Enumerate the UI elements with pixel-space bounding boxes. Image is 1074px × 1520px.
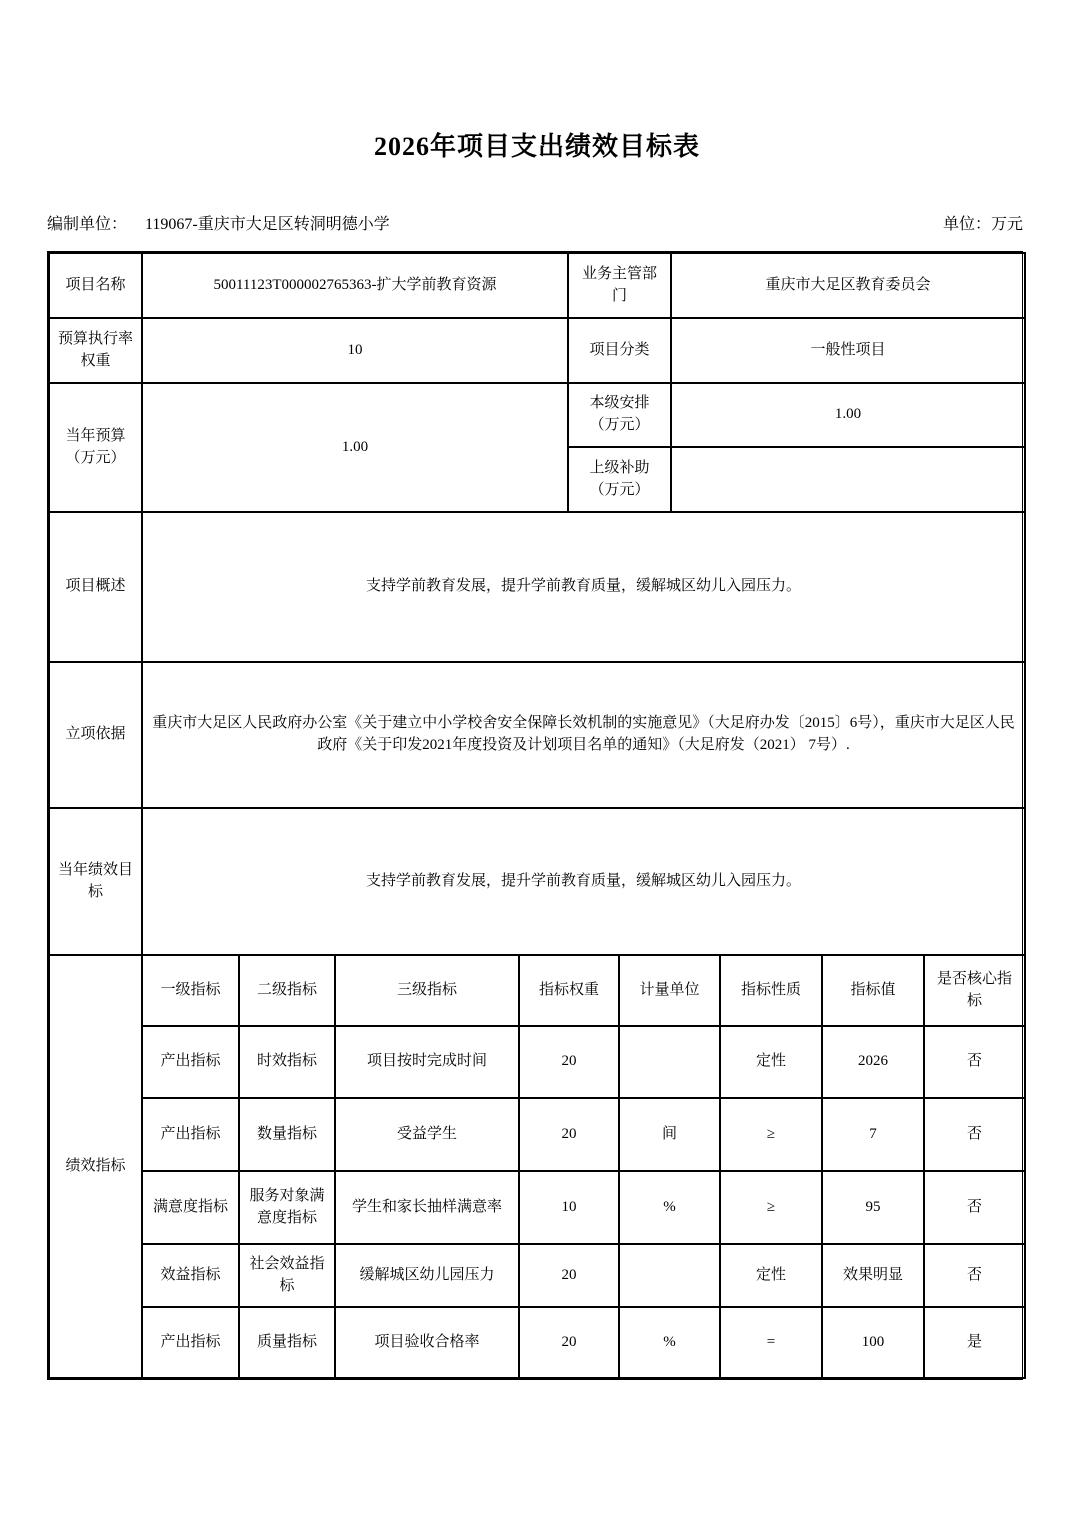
form-table xyxy=(47,251,1023,1380)
indicator-cell: % xyxy=(619,1171,720,1244)
table-row xyxy=(49,662,1025,808)
indicator-cell: 否 xyxy=(924,1244,1025,1307)
indicator-cell: 时效指标 xyxy=(239,1026,335,1098)
prepared-by-label: 编制单位： xyxy=(47,216,128,233)
annual-budget-label-cell: 当年预算（万元） xyxy=(49,383,142,512)
indicator-cell: 2026 xyxy=(822,1026,924,1098)
annual-goal-label-cell: 当年绩效目标 xyxy=(49,808,142,955)
indicator-cell: 产出指标 xyxy=(142,1026,239,1098)
indicator-cell: 质量指标 xyxy=(239,1307,335,1378)
budget-rate-value-cell: 10 xyxy=(142,318,568,383)
indicator-cell: 95 xyxy=(822,1171,924,1244)
basis-value-cell: 重庆市大足区人民政府办公室《关于建立中小学校舍安全保障长效机制的实施意见》（大足府办发〔2015〕6号），重庆市大足区人民政府《关于印发2021年度投资及计划项目名单的通知》（大足府发（2021） 7号）. xyxy=(142,662,1025,808)
indicator-row xyxy=(49,1171,1025,1244)
indicator-cell xyxy=(619,1026,720,1098)
indicator-cell: 效益指标 xyxy=(142,1244,239,1307)
indicator-cell: ≥ xyxy=(720,1171,822,1244)
project-name-value-cell: 50011123T000002765363-扩大学前教育资源 xyxy=(142,253,568,318)
indicator-cell: ≥ xyxy=(720,1098,822,1171)
indicator-cell: 否 xyxy=(924,1171,1025,1244)
dept-label-cell: 业务主管部门 xyxy=(568,253,671,318)
indicator-cell xyxy=(619,1244,720,1307)
indicator-cell: 否 xyxy=(924,1026,1025,1098)
indicator-header-cell: 指标值 xyxy=(822,956,924,1026)
indicator-cell: 社会效益指标 xyxy=(239,1244,335,1307)
dept-value-cell: 重庆市大足区教育委员会 xyxy=(671,253,1025,318)
indicator-cell: 间 xyxy=(619,1098,720,1171)
page-title: 2026年项目支出绩效目标表 xyxy=(373,132,700,161)
indicator-cell: 满意度指标 xyxy=(142,1171,239,1244)
indicator-header-cell: 指标性质 xyxy=(720,956,822,1026)
superior-subsidy-value-cell xyxy=(671,447,1025,512)
indicator-section-label-cell: 绩效指标 xyxy=(49,956,142,1378)
indicator-header-cell: 指标权重 xyxy=(519,956,619,1026)
meta-row xyxy=(47,211,1023,234)
indicator-cell: 产出指标 xyxy=(142,1307,239,1378)
indicator-header-cell: 计量单位 xyxy=(619,956,720,1026)
indicator-cell: = xyxy=(720,1307,822,1378)
indicator-cell: 项目按时完成时间 xyxy=(335,1026,519,1098)
indicator-cell: 7 xyxy=(822,1098,924,1171)
indicator-row xyxy=(49,1098,1025,1171)
unit-note: 单位：万元 xyxy=(942,216,1023,233)
table-row xyxy=(49,512,1025,662)
indicator-row xyxy=(49,1244,1025,1307)
indicator-cell: % xyxy=(619,1307,720,1378)
annual-goal-value-cell: 支持学前教育发展，提升学前教育质量，缓解城区幼儿入园压力。 xyxy=(142,808,1025,955)
indicator-table xyxy=(48,956,1026,1379)
indicator-cell: 缓解城区幼儿园压力 xyxy=(335,1244,519,1307)
table-row xyxy=(49,383,1025,447)
indicator-header-cell: 一级指标 xyxy=(142,956,239,1026)
basis-label-cell: 立项依据 xyxy=(49,662,142,808)
indicator-header-cell: 二级指标 xyxy=(239,956,335,1026)
category-value-cell: 一般性项目 xyxy=(671,318,1025,383)
document-body xyxy=(47,211,1023,1380)
category-label-cell: 项目分类 xyxy=(568,318,671,383)
indicator-header-cell: 三级指标 xyxy=(335,956,519,1026)
indicator-cell: 定性 xyxy=(720,1026,822,1098)
project-info-table xyxy=(48,252,1026,956)
indicator-row xyxy=(49,1307,1025,1378)
indicator-cell: 20 xyxy=(519,1244,619,1307)
prepared-by xyxy=(47,211,390,234)
indicator-cell: 定性 xyxy=(720,1244,822,1307)
indicator-cell: 学生和家长抽样满意率 xyxy=(335,1171,519,1244)
prepared-by-value: 119067-重庆市大足区转洞明德小学 xyxy=(145,216,390,233)
superior-subsidy-label-cell: 上级补助（万元） xyxy=(568,447,671,512)
indicator-cell: 受益学生 xyxy=(335,1098,519,1171)
indicator-cell: 服务对象满意度指标 xyxy=(239,1171,335,1244)
table-row xyxy=(49,318,1025,383)
indicator-header-row xyxy=(49,956,1025,1026)
overview-label-cell: 项目概述 xyxy=(49,512,142,662)
project-name-label-cell: 项目名称 xyxy=(49,253,142,318)
indicator-cell: 数量指标 xyxy=(239,1098,335,1171)
indicator-header-cell: 是否核心指标 xyxy=(924,956,1025,1026)
indicator-cell: 10 xyxy=(519,1171,619,1244)
indicator-cell: 产出指标 xyxy=(142,1098,239,1171)
indicator-cell: 20 xyxy=(519,1026,619,1098)
indicator-cell: 是 xyxy=(924,1307,1025,1378)
indicator-cell: 效果明显 xyxy=(822,1244,924,1307)
indicator-cell: 项目验收合格率 xyxy=(335,1307,519,1378)
table-row xyxy=(49,253,1025,318)
annual-budget-value-cell: 1.00 xyxy=(142,383,568,512)
indicator-cell: 20 xyxy=(519,1307,619,1378)
local-arrangement-label-cell: 本级安排（万元） xyxy=(568,383,671,447)
indicator-cell: 20 xyxy=(519,1098,619,1171)
indicator-cell: 100 xyxy=(822,1307,924,1378)
indicator-cell: 否 xyxy=(924,1098,1025,1171)
indicator-row xyxy=(49,1026,1025,1098)
budget-rate-label-cell: 预算执行率权重 xyxy=(49,318,142,383)
table-row xyxy=(49,808,1025,955)
local-arrangement-value-cell: 1.00 xyxy=(671,383,1025,447)
overview-value-cell: 支持学前教育发展，提升学前教育质量，缓解城区幼儿入园压力。 xyxy=(142,512,1025,662)
